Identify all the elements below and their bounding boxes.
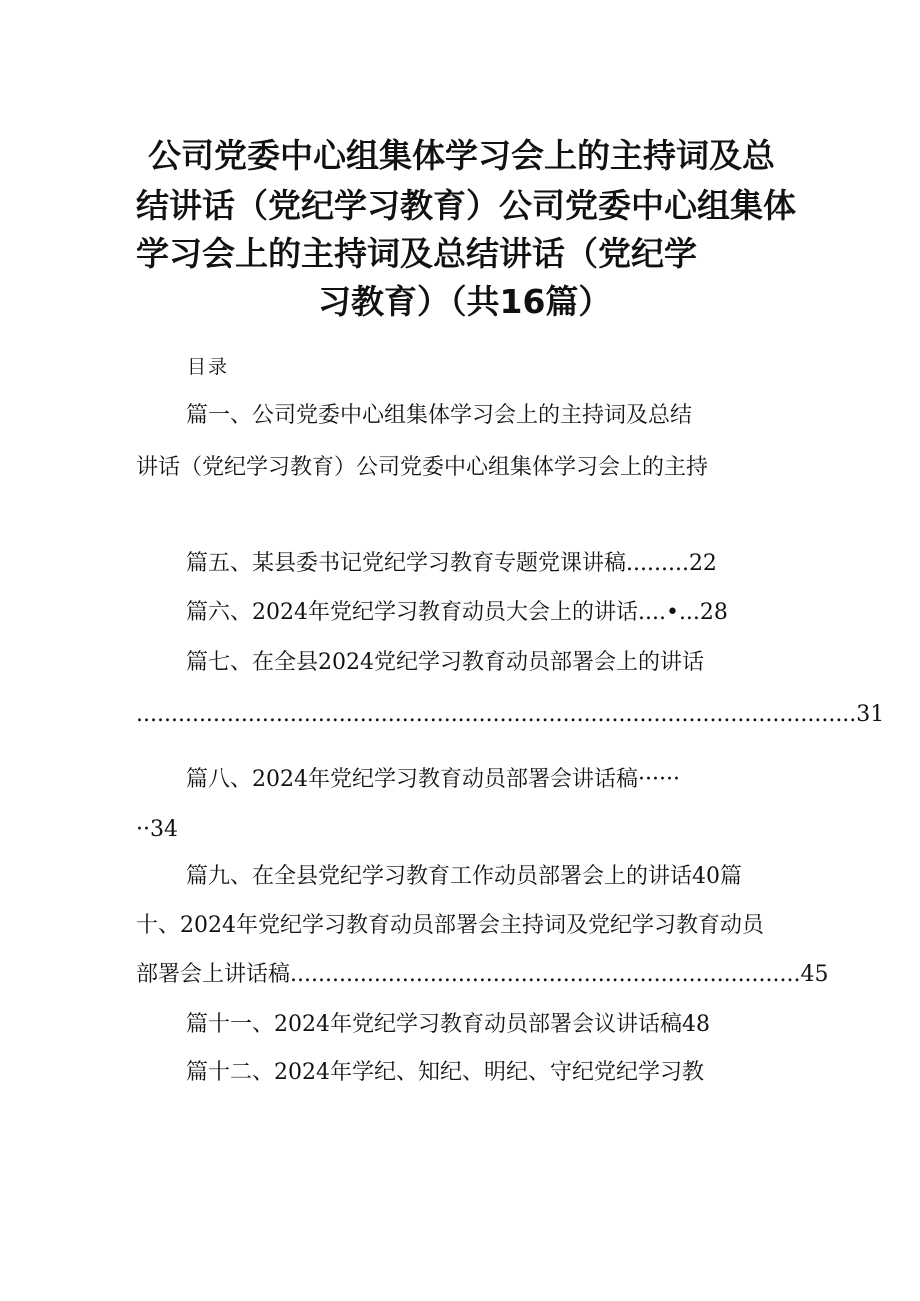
toc-line: 篇十一、2024年党纪学习教育动员部署会议讲话稿48 xyxy=(186,1012,710,1037)
toc-line: 部署会上讲话稿.........................................................................45 xyxy=(136,962,829,987)
toc-line: 讲话（党纪学习教育）公司党委中心组集体学习会上的主持 xyxy=(136,455,709,480)
toc-line: 篇九、在全县党纪学习教育工作动员部署会上的讲话40篇 xyxy=(186,864,742,889)
document-title-line-2: 结讲话（党纪学习教育）公司党委中心组集体 xyxy=(136,186,796,225)
toc-heading: 目录 xyxy=(187,356,230,378)
toc-line: ··34 xyxy=(136,817,178,842)
toc-line: 篇十二、2024年学纪、知纪、明纪、守纪党纪学习教 xyxy=(186,1060,704,1085)
toc-line: 篇一、公司党委中心组集体学习会上的主持词及总结 xyxy=(186,403,693,428)
document-title-line-3: 学习会上的主持词及总结讲话（党纪学 xyxy=(136,234,697,273)
document-title-line-4: 习教育）（共16篇） xyxy=(318,282,612,321)
toc-line: 篇六、2024年党纪学习教育动员大会上的讲话....•...28 xyxy=(186,600,728,625)
document-title-line-1: 公司党委中心组集体学习会上的主持词及总 xyxy=(148,136,775,175)
toc-line: .......................................................................................................31 xyxy=(136,702,885,727)
toc-line: 篇八、2024年党纪学习教育动员部署会讲话稿······ xyxy=(186,767,680,792)
toc-line: 十、2024年党纪学习教育动员部署会主持词及党纪学习教育动员 xyxy=(136,913,764,938)
toc-line: 篇五、某县委书记党纪学习教育专题党课讲稿.........22 xyxy=(186,551,717,576)
toc-line: 篇七、在全县2024党纪学习教育动员部署会上的讲话 xyxy=(186,650,704,675)
